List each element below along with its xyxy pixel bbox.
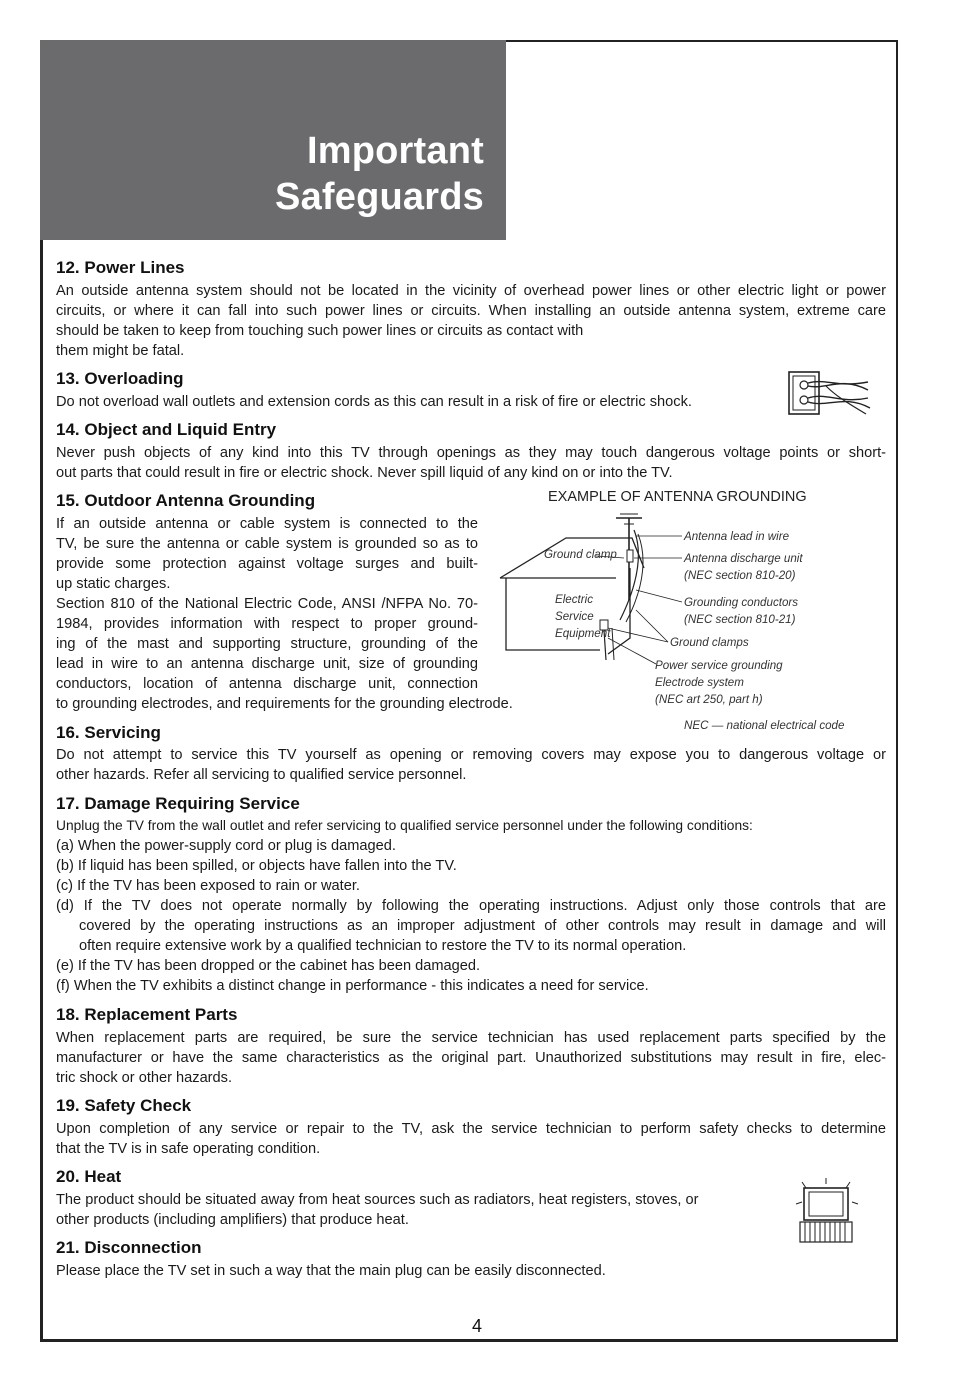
overloaded-outlet-icon	[786, 368, 872, 418]
section-body-heat: The product should be situated away from heat sources such as radiators, heat registers, stoves, or other products (including amplifiers) that produce heat.	[56, 1192, 699, 1228]
section-body-damage-service: Unplug the TV from the wall outlet and refer servicing to qualified service personnel under the following conditions: (a) When the power-supply cord or plug is damaged. (b) If liquid has been spilled, or objects have fallen into the TV. (c) If the TV has been exposed to rain or water. (d) If the TV does not operate normally by following the operating instructions. Adjust only those controls that are covered by the operating instructions as an improper adjustment of other controls may result in damage and will often require extensive work by a qualified technician to restore the TV to its normal operation. (e) If the TV has been dropped or the cabinet has been damaged. (f) When the TV exhibits a distinct change in performance - this indicates a need for service.	[56, 818, 886, 994]
section-body-antenna-grounding: If an outside antenna or cable system is connected to the TV, be sure the antenna or cable system is grounded so as to provide some protection against voltage surges and built- up static charges. Section 810 of the National Electric Code, ANSI /NFPA No. 70- 1984, provides information with respect to proper ground- ing of the mast and supporting structure, grounding of the lead in wire to an antenna discharge unit, size of grounding conductors, location of antenna discharge unit, connection to grounding electrodes, and requirements for the grounding electrode.	[56, 516, 513, 712]
page-number: 4	[471, 1316, 482, 1336]
tv-on-radiator-icon	[792, 1176, 862, 1244]
label-nec-definition: NEC — national electrical code	[684, 719, 845, 732]
label-grounding-conductors: Grounding conductors (NEC section 810-21)	[684, 596, 799, 626]
label-ground-clamps: Ground clamps	[670, 636, 749, 649]
label-lead-in-wire: Antenna lead in wire	[684, 530, 790, 543]
section-body-servicing: Do not attempt to service this TV yourself as opening or removing covers may expose you to dangerous voltage or other hazards. Refer all servicing to qualified service personnel.	[56, 747, 886, 783]
section-heading-antenna-grounding: 15. Outdoor Antenna Grounding	[56, 491, 316, 510]
section-body-disconnection: Please place the TV set in such a way that the main plug can be easily disconnected.	[56, 1263, 606, 1279]
section-heading-disconnection: 21. Disconnection	[56, 1238, 202, 1257]
section-heading-power-lines: 12. Power Lines	[56, 258, 185, 277]
label-ground-clamp: Ground clamp	[544, 548, 617, 561]
section-body-object-liquid: Never push objects of any kind into this TV through openings as they may touch dangerous voltage points or short- out parts that could result in fire or electric shock. Never spill liquid of any kind on or into the TV.	[56, 445, 886, 481]
label-discharge-unit: Antenna discharge unit (NEC section 810-20)	[684, 552, 803, 582]
section-heading-damage-service: 17. Damage Requiring Service	[56, 794, 300, 813]
section-body-overloading: Do not overload wall outlets and extension cords as this can result in a risk of fire or electric shock.	[56, 394, 692, 410]
page-title: Important Safeguards	[275, 130, 484, 218]
label-electric-service: Electric Service Equipment	[555, 593, 611, 640]
section-body-replacement-parts: When replacement parts are required, be sure the service technician has used replacement parts specified by the manufacturer or have the same characteristics as the original part. Unauthorized substitutions may result in fire, elec- tric shock or other hazards.	[56, 1030, 886, 1086]
section-body-power-lines: An outside antenna system should not be located in the vicinity of overhead power lines or other electric light or power circuits, or where it can fall into such power lines or circuits. When installing an outside antenna system, extreme care should be taken to keep from touching such power lines or circuits as contact with them might be fatal.	[56, 283, 886, 359]
section-heading-object-liquid: 14. Object and Liquid Entry	[56, 420, 277, 439]
title-banner	[40, 40, 506, 240]
section-heading-heat: 20. Heat	[56, 1167, 122, 1186]
diagram-title: EXAMPLE OF ANTENNA GROUNDING	[548, 489, 807, 505]
label-power-service-grounding: Power service grounding Electrode system (NEC art 250, part h)	[655, 659, 783, 706]
section-heading-overloading: 13. Overloading	[56, 369, 184, 388]
section-heading-servicing: 16. Servicing	[56, 723, 161, 742]
section-body-safety-check: Upon completion of any service or repair to the TV, ask the service technician to perform safety checks to determine that the TV is in safe operating condition.	[56, 1121, 886, 1157]
section-heading-safety-check: 19. Safety Check	[56, 1096, 192, 1115]
section-heading-replacement-parts: 18. Replacement Parts	[56, 1005, 238, 1024]
